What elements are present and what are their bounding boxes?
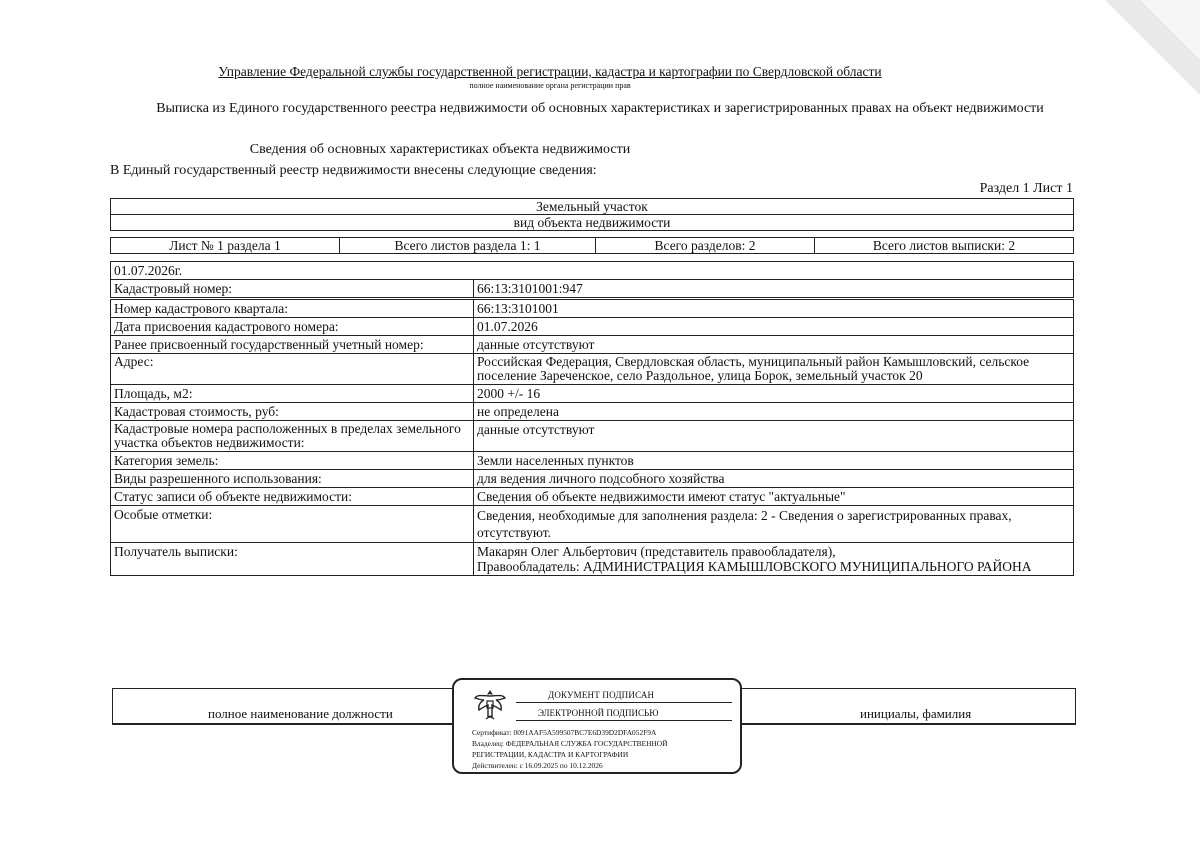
- table-row: [111, 318, 1074, 336]
- field-value: 66:13:3101001: [474, 300, 1074, 318]
- field-value: данные отсутствуют: [474, 336, 1074, 354]
- cadastral-number-row: [111, 280, 1074, 298]
- field-value: 01.07.2026: [474, 318, 1074, 336]
- certificate-number: Сертификат: 0091AAF5A599507BC7E6D39D2DFA052F9A: [472, 728, 657, 737]
- table-row: [111, 354, 1074, 385]
- field-label: Категория земель:: [111, 452, 474, 470]
- intro-text: В Единый государственный реестр недвижимости внесены следующие сведения:: [110, 163, 597, 178]
- electronic-signature-stamp: [452, 678, 742, 774]
- field-label: Кадастровая стоимость, руб:: [111, 403, 474, 421]
- field-label: Особые отметки:: [111, 506, 474, 543]
- document-title: Выписка из Единого государственного реестра недвижимости об основных характеристиках и зарегистрированных правах на объект недвижимости: [156, 101, 1044, 116]
- cadastral-number-value: 66:13:3101001:947: [474, 280, 1074, 298]
- page-reference: Раздел 1 Лист 1: [979, 181, 1073, 196]
- field-label: Кадастровые номера расположенных в пределах земельного участка объектов недвижимости:: [111, 421, 474, 452]
- sheet-number: Лист № 1 раздела 1: [111, 238, 340, 254]
- field-label: Площадь, м2:: [111, 385, 474, 403]
- certificate-owner: Владелец: ФЕДЕРАЛЬНАЯ СЛУЖБА ГОСУДАРСТВЕННОЙ: [472, 739, 668, 748]
- table-row: [111, 506, 1074, 543]
- record-date-row: [111, 262, 1074, 280]
- table-row: [111, 403, 1074, 421]
- field-value: для ведения личного подсобного хозяйства: [474, 470, 1074, 488]
- table-row: [111, 300, 1074, 318]
- name-caption: инициалы, фамилия: [860, 706, 972, 721]
- field-label: Статус записи об объекте недвижимости:: [111, 488, 474, 506]
- field-label: Получатель выписки:: [111, 543, 474, 576]
- section-sheets-total: Всего листов раздела 1: 1: [340, 238, 596, 254]
- owner-line: Правообладатель: АДМИНИСТРАЦИЯ КАМЫШЛОВСКОГО МУНИЦИПАЛЬНОГО РАЙОНА: [477, 559, 1032, 574]
- record-header-table: [110, 261, 1074, 298]
- table-row: [111, 470, 1074, 488]
- field-value: Земли населенных пунктов: [474, 452, 1074, 470]
- table-row: [111, 336, 1074, 354]
- field-label: Дата присвоения кадастрового номера:: [111, 318, 474, 336]
- extract-sheets-total: Всего листов выписки: 2: [815, 238, 1074, 254]
- record-date: 01.07.2026г.: [111, 262, 1074, 280]
- table-row: [111, 488, 1074, 506]
- page-corner-fold-highlight: [1140, 0, 1200, 60]
- field-value: Российская Федерация, Свердловская область, муниципальный район Камышловский, сельское поселение Зареченское, село Раздольное, улица Борок, земельный участок 20: [474, 354, 1074, 385]
- object-type: Земельный участок: [536, 199, 648, 214]
- certificate-owner-cont: РЕГИСТРАЦИИ, КАДАСТРА И КАРТОГРАФИИ: [472, 750, 629, 759]
- section-title: Сведения об основных характеристиках объекта недвижимости: [249, 142, 631, 157]
- field-value: [474, 543, 1074, 576]
- sheet-info-row: [111, 238, 1074, 254]
- field-label: Адрес:: [111, 354, 474, 385]
- field-label: Номер кадастрового квартала:: [111, 300, 474, 318]
- recipient-line: Макарян Олег Альбертович (представитель правообладателя),: [477, 544, 836, 559]
- field-value: 2000 +/- 16: [474, 385, 1074, 403]
- object-type-caption: вид объекта недвижимости: [111, 214, 1073, 230]
- field-value: не определена: [474, 403, 1074, 421]
- field-value: Сведения об объекте недвижимости имеют статус "актуальные": [474, 488, 1074, 506]
- table-row: [111, 452, 1074, 470]
- table-row: [111, 421, 1074, 452]
- field-label: Виды разрешенного использования:: [111, 470, 474, 488]
- organization-name: Управление Федеральной службы государственной регистрации, кадастра и картографии по Свердловской области: [218, 64, 882, 79]
- object-type-box: [110, 198, 1074, 231]
- table-row: [111, 385, 1074, 403]
- coat-of-arms-icon: [472, 686, 508, 722]
- position-caption: полное наименование должности: [208, 706, 393, 721]
- sheet-info-table: [110, 237, 1074, 254]
- cadastral-number-label: Кадастровый номер:: [111, 280, 474, 298]
- field-value: Сведения, необходимые для заполнения раздела: 2 - Сведения о зарегистрированных правах, отсутствуют.: [474, 506, 1074, 543]
- organization-caption: полное наименование органа регистрации прав: [469, 81, 631, 90]
- table-row: [111, 543, 1074, 576]
- field-value: данные отсутствуют: [474, 421, 1074, 452]
- stamp-divider: [516, 702, 732, 703]
- certificate-validity: Действителен: с 16.09.2025 по 10.12.2026: [472, 761, 603, 770]
- characteristics-table: [110, 299, 1074, 576]
- stamp-subtitle: ЭЛЕКТРОННОЙ ПОДПИСЬЮ: [538, 708, 659, 718]
- stamp-title: ДОКУМЕНТ ПОДПИСАН: [548, 690, 655, 700]
- sections-total: Всего разделов: 2: [596, 238, 815, 254]
- stamp-divider: [516, 720, 732, 721]
- field-label: Ранее присвоенный государственный учетный номер:: [111, 336, 474, 354]
